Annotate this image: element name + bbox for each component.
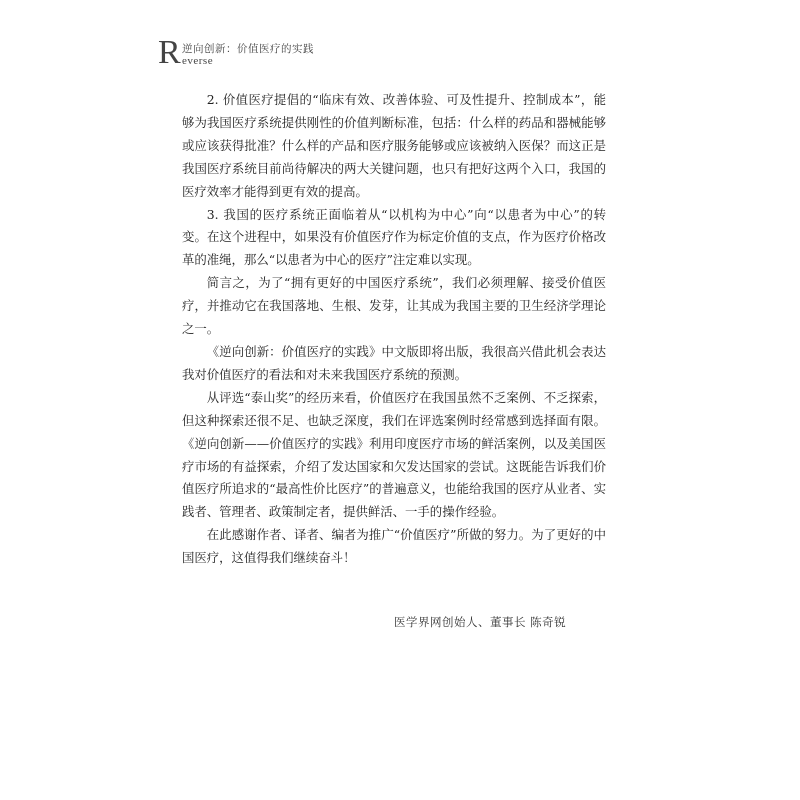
book-logo-word: everse	[182, 55, 214, 67]
body-text	[182, 89, 606, 570]
paragraph-taishan-award: 从评选“泰山奖”的经历来看，价值医疗在我国虽然不乏案例、不乏探索，但这种探索还很不足、也缺乏深度，我们在评选案例时经常感到选择面有限。《逆向创新——价值医疗的实践》利用印度医疗市场的鲜活案例，以及美国医疗市场的有益探索，介绍了发达国家和欠发达国家的尝试。这既能告诉我们价值医疗所追求的“最高性价比医疗”的普遍意义，也能给我国的医疗从业者、实践者、管理者、政策制定者，提供鲜活、一手的操作经验。	[182, 389, 606, 520]
paragraph-thanks: 在此感谢作者、译者、编者为推广“价值医疗”所做的努力。为了更好的中国医疗，这值得我们继续奋斗！	[182, 527, 606, 566]
paragraph-point-3: 3. 我国的医疗系统正面临着从“以机构为中心”向“以患者为中心”的转变。在这个进程中，如果没有价值医疗作为标定价值的支点，作为医疗价格改革的准绳，那么“以患者为中心的医疗”注定难以实现。	[182, 206, 606, 268]
paragraph-point-2: 2. 价值医疗提倡的“临床有效、改善体验、可及性提升、控制成本”，能够为我国医疗系统提供刚性的价值判断标准，包括：什么样的药品和器械能够或应该获得批准？什么样的产品和医疗服务能够或应该被纳入医保？而这正是我国医疗系统目前尚待解决的两大关键问题，也只有把好这两个入口，我国的医疗效率才能得到更有效的提高。	[182, 92, 606, 199]
running-header	[158, 34, 458, 71]
author-signature: 医学界网创始人、董事长 陈奇锐	[394, 615, 567, 629]
running-header-title: 逆向创新：价值医疗的实践	[182, 43, 314, 55]
paragraph-summary: 简言之，为了“拥有更好的中国医疗系统”，我们必须理解、接受价值医疗，并推动它在我国落地、生根、发芽，让其成为我国主要的卫生经济学理论之一。	[182, 275, 606, 337]
book-logo-letter: R	[158, 34, 181, 71]
paragraph-publication: 《逆向创新：价值医疗的实践》中文版即将出版，我很高兴借此机会表达我对价值医疗的看法和对未来我国医疗系统的预测。	[182, 343, 606, 382]
